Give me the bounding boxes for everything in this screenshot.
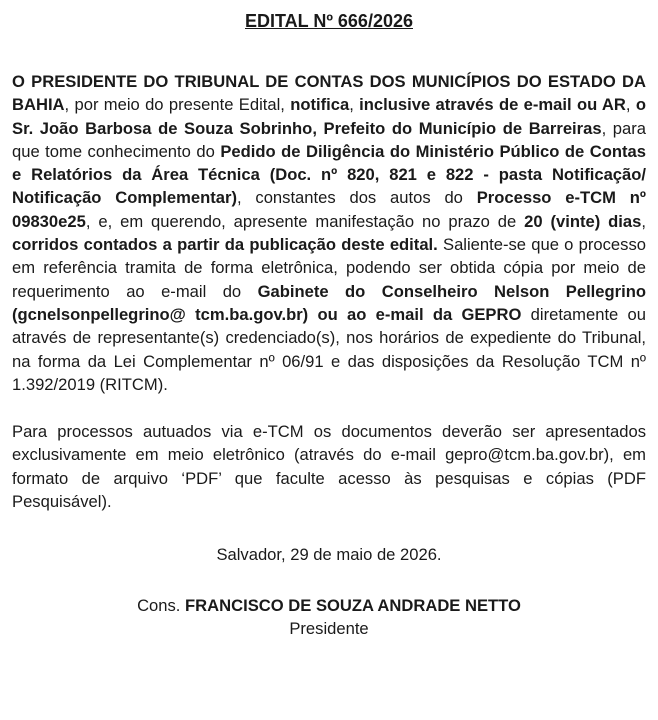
process-number-text: Processo e-TCM nº 09830e25	[12, 188, 646, 231]
body-text-segment: ,	[625, 95, 636, 115]
body-text-segment: Saliente-se que o processo em referência tramita de forma eletrônica, podendo ser obtida cópia por meio de requerimento ao e-mail do	[12, 235, 646, 301]
body-text-segment: , e, em querendo, apresente manifestação no prazo de	[85, 211, 525, 231]
deadline-text: 20 (vinte) dias	[524, 211, 642, 231]
signer-line	[12, 594, 646, 617]
notification-paragraph	[12, 70, 646, 396]
deadline-count-text: corridos contados a partir da publicação deste edital.	[12, 235, 438, 255]
signer-role: Presidente	[289, 619, 369, 639]
place-date: Salvador, 29 de maio de 2026.	[216, 545, 442, 565]
delivery-method-text: inclusive através de e-mail ou AR	[359, 95, 626, 115]
electronic-submission-paragraph: Para processos autuados via e-TCM os documentos deverão ser apresentados exclusivamente em meio eletrônico (através do e-mail gepro@tcm.ba.gov.br), em formato de arquivo ‘PDF’ que faculte acesso às pesquisas e cópias (PDF Pesquisável).	[12, 422, 646, 512]
notifies-text: notifica	[290, 95, 350, 115]
signer-name: FRANCISCO DE SOUZA ANDRADE NETTO	[185, 596, 521, 616]
contact-emails-text: Gabinete do Conselheiro Nelson Pellegrino (gcnelsonpellegrino@ tcm.ba.gov.br) ou ao e-mail da GEPRO	[12, 281, 646, 324]
body-text-segment: , constantes dos autos do	[236, 188, 477, 208]
document-title: EDITAL Nº 666/2026	[245, 11, 413, 31]
diligence-request-text: Pedido de Diligência do Ministério Público de Contas e Relatórios da Área Técnica (Doc. nº 820, 821 e 822 - pasta Notificação/ Notificação Complementar)	[12, 141, 646, 208]
recipient-text: o Sr. João Barbosa de Souza Sobrinho, Prefeito do Município de Barreiras	[12, 95, 646, 138]
issuer-text: O PRESIDENTE DO TRIBUNAL DE CONTAS DOS MUNICÍPIOS DO ESTADO DA BAHIA	[12, 72, 646, 115]
body-text-segment: ,	[349, 95, 360, 115]
body-text-segment: diretamente ou através de representante(s) credenciado(s), nos horários de expediente do Tribunal, na forma da Lei Complementar nº 06/91 e das disposições da Resolução TCM nº 1.392/2019 (RITCM).	[12, 304, 646, 394]
body-text-segment: , para que tome conhecimento do	[12, 118, 647, 161]
signer-prefix: Cons.	[137, 596, 186, 616]
body-text-segment: , por meio do presente Edital,	[64, 95, 291, 115]
body-text-segment: ,	[641, 211, 646, 231]
